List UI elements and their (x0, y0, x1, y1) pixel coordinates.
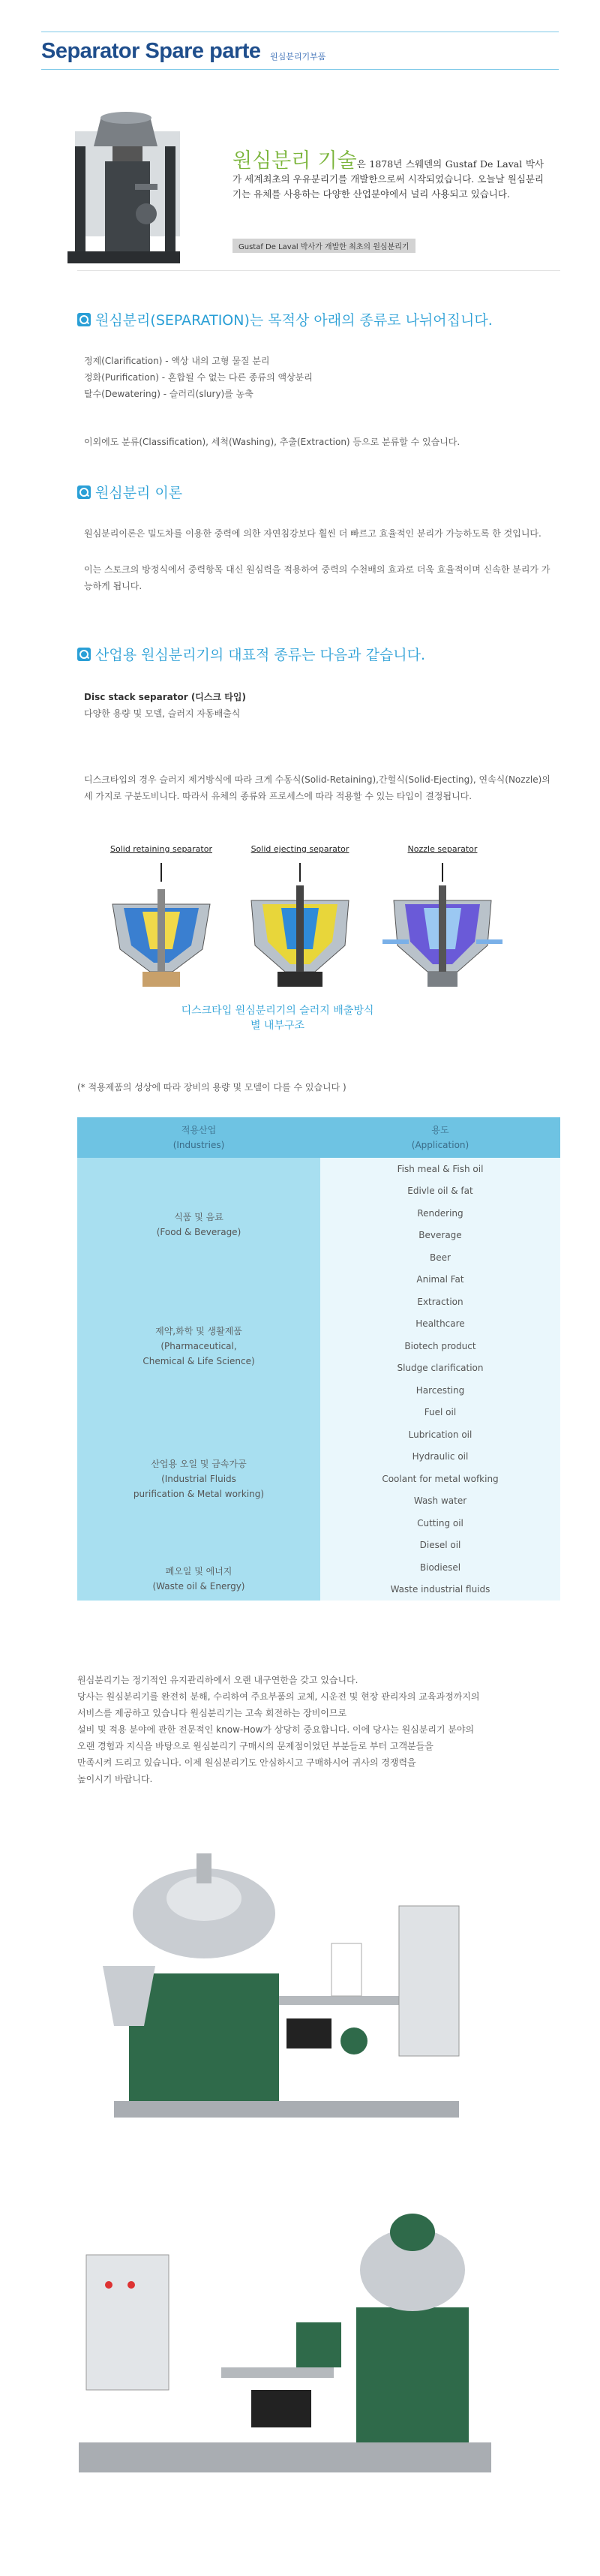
section3-title: 산업용 원심분리기의 대표적 종류는 다음과 같습니다. (95, 647, 426, 663)
industry-cell (77, 1158, 320, 1291)
section3-heading (77, 644, 425, 664)
table-header-industry (77, 1117, 320, 1158)
diagram-label: Solid ejecting separator (250, 844, 350, 854)
industry-text: (Waste oil & Energy) (152, 1580, 245, 1592)
closing-line: 설비 및 적용 분야에 관한 전문적인 know-How가 상당히 중요합니다. 이에 당사는 원심분리기 분야의 (77, 1724, 475, 1735)
industry-cell (77, 1556, 320, 1601)
section2-text2: 이는 스토크의 방정식에서 중력항목 대신 원심력을 적용하여 중력의 수천배의 효과로 더욱 효율적이며 신속한 분리가 가능하게 됩니다. (84, 564, 550, 591)
header-text: (Industries) (172, 1140, 225, 1150)
magnifier-icon (77, 485, 91, 499)
application-table (77, 1117, 560, 1601)
application-cell: Biodiesel (320, 1556, 560, 1579)
table-row (77, 1158, 560, 1180)
section1-list (84, 353, 556, 402)
table-note: (* 적용제품의 성상에 따라 장비의 용량 및 모델이 다를 수 있습니다 ) (77, 1082, 346, 1093)
header-text: 적용산업 (181, 1125, 217, 1135)
intro-heading: 원심분리 기술 (232, 149, 357, 173)
separator-photo-1 (84, 1853, 489, 2131)
application-cell: Edivle oil & fat (320, 1180, 560, 1203)
first-separator-image (60, 101, 191, 285)
industry-text: (Food & Beverage) (156, 1226, 242, 1237)
table-row (77, 1556, 560, 1579)
diagram-caption: 디스크타입 원심분리기의 슬러지 배출방식별 내부구조 (181, 1005, 374, 1032)
industry-text: Chemical & Life Science) (142, 1355, 255, 1366)
application-cell: Hydraulic oil (320, 1446, 560, 1468)
application-cell: Sludge clarification (320, 1357, 560, 1380)
section2-heading (77, 482, 182, 502)
closing-line: 서비스를 제공하고 있습니다 원심분리기는 고속 회전하는 장비이므로 (77, 1708, 347, 1718)
magnifier-icon (77, 313, 91, 326)
diagram-label: Nozzle separator (407, 844, 478, 854)
section1-title: 원심분리(SEPARATION)는 목적상 아래의 종류로 나뉘어집니다. (95, 312, 493, 329)
section2-title: 원심분리 이론 (95, 485, 183, 501)
table-header-application (320, 1117, 560, 1158)
header-text: 용도 (431, 1125, 449, 1135)
closing-line: 당사는 원심분리기를 완전히 분해, 수리하여 주요부품의 교체, 시운전 및 현장 관리자의 교육과정까지의 (77, 1691, 480, 1702)
section3-subtitle-desc: 다양한 용량 및 모델, 슬러지 자동배출식 (84, 708, 241, 719)
industry-text: 산업용 오일 및 금속가공 (151, 1458, 247, 1469)
application-cell: Rendering (320, 1202, 560, 1225)
application-cell: Extraction (320, 1291, 560, 1313)
application-cell: Biotech product (320, 1335, 560, 1357)
intro-text (232, 149, 544, 202)
intro-body: 은 1878년 스웨덴의 Gustaf De Laval 박사가 세계최초의 우유분리기를 개발한으로써 시작되었습니다. 오늘날 원심분리기는 유체를 사용하는 다양한 산업분야에서 널리 사용되고 있습니다. (232, 158, 544, 200)
closing-line: 만족시켜 드리고 있습니다. 이제 원심분리기도 안심하시고 구매하시어 귀사의 경쟁력을 (77, 1757, 416, 1768)
header-bottom-line (41, 69, 559, 70)
table-header-row (77, 1117, 560, 1158)
closing-line: 오랜 경험과 지식을 바탕으로 원심분리기 구매시의 문제점이었던 부분들로 부터 고객분들을 (77, 1741, 434, 1751)
application-cell: Harcesting (320, 1379, 560, 1402)
application-cell: Fish meal & Fish oil (320, 1158, 560, 1180)
section1-line: 탈수(Dewatering) - 슬러리(slury)를 농축 (84, 389, 254, 399)
application-cell: Beer (320, 1246, 560, 1269)
section1-note: 이외에도 분류(Classification), 세척(Washing), 추출(Extraction) 등으로 분류할 수 있습니다. (84, 437, 460, 447)
table-body (77, 1158, 560, 1601)
divider-1 (77, 270, 560, 271)
industry-text: 식품 및 음료 (174, 1211, 224, 1222)
application-cell: Lubrication oil (320, 1423, 560, 1446)
industry-text: 제약,화학 및 생활제품 (155, 1325, 242, 1336)
header-text: (Application) (411, 1140, 470, 1150)
solid-ejecting-diagram (236, 859, 364, 990)
section3-subtitle: Disc stack separator (디스크 타입) (84, 692, 246, 702)
closing-line: 높이시기 바랍니다. (77, 1774, 153, 1784)
table-row (77, 1291, 560, 1313)
separator-photo-2 (71, 2187, 499, 2487)
application-cell: Waste industrial fluids (320, 1579, 560, 1601)
table-row (77, 1402, 560, 1424)
industry-text: purification & Metal working) (133, 1488, 265, 1499)
magnifier-icon (77, 648, 91, 661)
application-cell: Fuel oil (320, 1402, 560, 1424)
section1-line: 정제(Clarification) - 액상 내의 고형 물질 분리 (84, 356, 270, 366)
application-cell: Diesel oil (320, 1534, 560, 1557)
section1-line: 정화(Purification) - 혼합될 수 없는 다른 종류의 액상분리 (84, 372, 313, 383)
industry-text: (Industrial Fluids (161, 1473, 236, 1484)
application-cell: Beverage (320, 1225, 560, 1247)
diagram-label: Solid retaining separator (110, 844, 212, 854)
section2-text1: 원심분리이론은 밀도차를 이용한 중력에 의한 자연침강보다 훨씬 더 빠르고 효율적인 분리가 가능하도록 한 것입니다. (84, 528, 542, 539)
page-title: Separator Spare parte (41, 39, 261, 63)
industry-cell (77, 1291, 320, 1402)
page-subtitle: 원심분리기부품 (270, 52, 326, 62)
closing-line: 원심분리기는 정기적인 유지관리하에서 오랜 내구연한을 갖고 있습니다. (77, 1675, 358, 1685)
application-cell: Wash water (320, 1490, 560, 1513)
industry-cell (77, 1402, 320, 1557)
application-cell: Healthcare (320, 1313, 560, 1336)
section1-heading (77, 309, 493, 329)
nozzle-diagram (379, 859, 506, 990)
application-cell: Cutting oil (320, 1512, 560, 1534)
solid-retaining-diagram (98, 859, 225, 990)
industry-text: (Pharmaceutical, (160, 1340, 237, 1351)
application-cell: Animal Fat (320, 1269, 560, 1291)
industry-text: 폐오일 및 에너지 (165, 1565, 232, 1577)
closing-paragraph (77, 1672, 550, 1787)
application-cell: Coolant for metal wofking (320, 1468, 560, 1490)
section3-text: 디스크타입의 경우 슬러지 제거방식에 따라 크게 수동식(Solid-Retaining),간헐식(Solid-Ejecting), 연속식(Nozzle)의 세 가지로 구분도비니다. 따라서 유체의 종류와 프로세스에 따라 적용할 수 있는 타입이 결정됩니다. (84, 774, 550, 801)
intro-caption: Gustaf De Laval 박사가 개발한 최초의 원심분리기 (232, 239, 416, 253)
